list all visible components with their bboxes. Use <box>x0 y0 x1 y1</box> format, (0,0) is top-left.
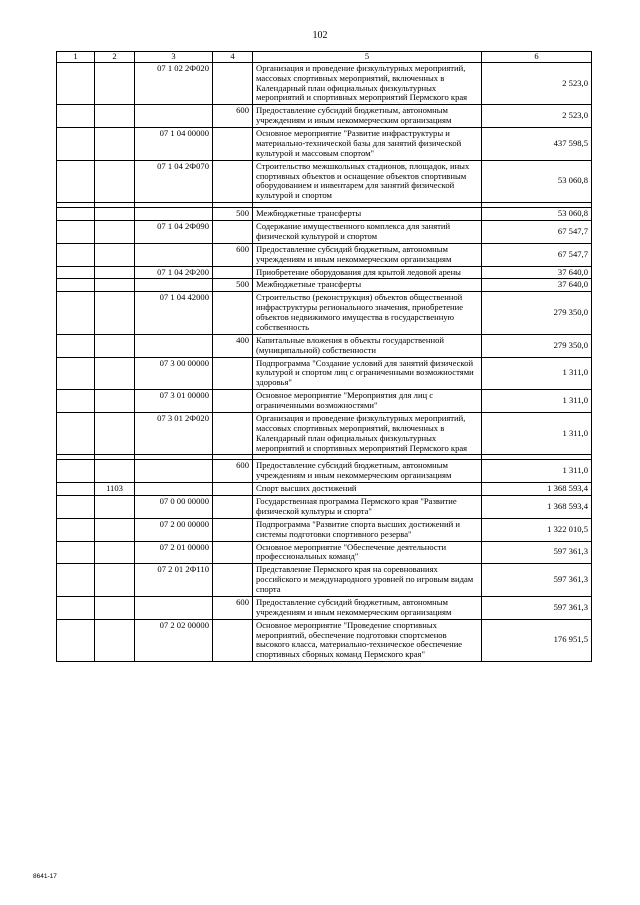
cell-c2 <box>95 292 135 335</box>
cell-c3: 07 1 04 2Ф200 <box>135 266 213 279</box>
cell-c1 <box>57 208 95 221</box>
cell-c3: 07 1 04 00000 <box>135 128 213 161</box>
table-row <box>57 390 592 413</box>
table-row <box>57 496 592 519</box>
cell-c3 <box>135 334 213 357</box>
table-row <box>57 541 592 564</box>
cell-c2 <box>95 619 135 662</box>
cell-c2 <box>95 518 135 541</box>
cell-c1 <box>57 518 95 541</box>
cell-c4 <box>213 292 253 335</box>
cell-c1 <box>57 128 95 161</box>
cell-c6: 1 368 593,4 <box>482 496 592 519</box>
cell-c3: 07 3 01 00000 <box>135 390 213 413</box>
cell-c5: Представление Пермского края на соревнованиях российского и международного уровней по игровым видам спорта <box>253 564 482 597</box>
cell-c5: Основное мероприятие "Развитие инфраструктуры и материально-технической базы для занятий физической культурой и массовым спортом" <box>253 128 482 161</box>
cell-c6: 1 311,0 <box>482 460 592 483</box>
cell-c6: 279 350,0 <box>482 292 592 335</box>
table-row <box>57 279 592 292</box>
cell-c6: 176 951,5 <box>482 619 592 662</box>
table-row <box>57 357 592 390</box>
cell-c6: 597 361,3 <box>482 541 592 564</box>
cell-c1 <box>57 596 95 619</box>
cell-c4: 500 <box>213 208 253 221</box>
cell-c6: 2 523,0 <box>482 62 592 105</box>
cell-c3 <box>135 596 213 619</box>
table-row <box>57 128 592 161</box>
cell-c6: 1 311,0 <box>482 390 592 413</box>
table-row <box>57 619 592 662</box>
cell-c4 <box>213 266 253 279</box>
cell-c6: 53 060,8 <box>482 208 592 221</box>
cell-c4 <box>213 518 253 541</box>
cell-c2 <box>95 412 135 455</box>
cell-c4: 400 <box>213 334 253 357</box>
cell-c3 <box>135 105 213 128</box>
budget-table <box>56 51 592 662</box>
table-row <box>57 412 592 455</box>
header-cell: 3 <box>135 52 213 63</box>
cell-c3: 07 2 01 00000 <box>135 541 213 564</box>
table-row <box>57 266 592 279</box>
cell-c1 <box>57 334 95 357</box>
cell-c2 <box>95 334 135 357</box>
cell-c4 <box>213 412 253 455</box>
cell-c2 <box>95 105 135 128</box>
cell-c1 <box>57 243 95 266</box>
cell-c5: Строительство (реконструкция) объектов общественной инфраструктуры регионального значения, приобретение объектов недвижимого имущества в государственную собственность <box>253 292 482 335</box>
header-cell: 4 <box>213 52 253 63</box>
cell-c1 <box>57 412 95 455</box>
cell-c5: Организация и проведение физкультурных мероприятий, массовых спортивных мероприятий, включенных в Календарный план официальных физкультурных мероприятий и спортивных мероприятий Пермского края <box>253 62 482 105</box>
cell-c2 <box>95 279 135 292</box>
table-row <box>57 292 592 335</box>
cell-c4: 600 <box>213 243 253 266</box>
cell-c5: Спорт высших достижений <box>253 483 482 496</box>
cell-c3 <box>135 483 213 496</box>
table-header-row <box>57 52 592 63</box>
cell-c2 <box>95 128 135 161</box>
cell-c6: 437 598,5 <box>482 128 592 161</box>
cell-c6: 53 060,8 <box>482 160 592 203</box>
header-cell: 6 <box>482 52 592 63</box>
cell-c5: Подпрограмма "Развитие спорта высших достижений и системы подготовки спортивного резерва" <box>253 518 482 541</box>
cell-c4: 500 <box>213 279 253 292</box>
cell-c1 <box>57 292 95 335</box>
cell-c6: 1 322 010,5 <box>482 518 592 541</box>
cell-c4: 600 <box>213 596 253 619</box>
cell-c5: Межбюджетные трансферты <box>253 208 482 221</box>
cell-c5: Государственная программа Пермского края "Развитие физической культуры и спорта" <box>253 496 482 519</box>
cell-c1 <box>57 62 95 105</box>
table-row <box>57 460 592 483</box>
table-row <box>57 564 592 597</box>
cell-c3: 07 0 00 00000 <box>135 496 213 519</box>
cell-c2 <box>95 357 135 390</box>
cell-c6: 1 311,0 <box>482 357 592 390</box>
cell-c6: 67 547,7 <box>482 243 592 266</box>
footer-code: 8641-17 <box>33 873 57 880</box>
cell-c2 <box>95 460 135 483</box>
cell-c5: Предоставление субсидий бюджетным, автономным учреждениям и иным некоммерческим организациям <box>253 243 482 266</box>
cell-c5: Предоставление субсидий бюджетным, автономным учреждениям и иным некоммерческим организациям <box>253 596 482 619</box>
cell-c1 <box>57 266 95 279</box>
cell-c3: 07 1 04 2Ф070 <box>135 160 213 203</box>
cell-c6: 597 361,3 <box>482 564 592 597</box>
cell-c5: Приобретение оборудования для крытой ледовой арены <box>253 266 482 279</box>
cell-c6: 2 523,0 <box>482 105 592 128</box>
cell-c4 <box>213 221 253 244</box>
cell-c3 <box>135 243 213 266</box>
header-cell: 5 <box>253 52 482 63</box>
cell-c3 <box>135 208 213 221</box>
cell-c4 <box>213 357 253 390</box>
table-row <box>57 334 592 357</box>
cell-c4 <box>213 541 253 564</box>
cell-c3: 07 2 00 00000 <box>135 518 213 541</box>
cell-c5: Строительство межшкольных стадионов, площадок, иных спортивных объектов и оснащение объектов спортивным оборудованием и инвентарем для занятий физической культурой и спортом <box>253 160 482 203</box>
cell-c4 <box>213 62 253 105</box>
cell-c3 <box>135 279 213 292</box>
cell-c2 <box>95 266 135 279</box>
cell-c1 <box>57 279 95 292</box>
cell-c2: 1103 <box>95 483 135 496</box>
cell-c6: 279 350,0 <box>482 334 592 357</box>
cell-c1 <box>57 221 95 244</box>
cell-c6: 37 640,0 <box>482 266 592 279</box>
cell-c1 <box>57 496 95 519</box>
cell-c5: Межбюджетные трансферты <box>253 279 482 292</box>
cell-c4: 600 <box>213 105 253 128</box>
page-number: 102 <box>312 30 328 41</box>
cell-c1 <box>57 541 95 564</box>
cell-c2 <box>95 390 135 413</box>
table-row <box>57 243 592 266</box>
cell-c2 <box>95 541 135 564</box>
cell-c2 <box>95 596 135 619</box>
cell-c6: 37 640,0 <box>482 279 592 292</box>
cell-c5: Капитальные вложения в объекты государственной (муниципальной) собственности <box>253 334 482 357</box>
cell-c3: 07 3 01 2Ф020 <box>135 412 213 455</box>
cell-c5: Организация и проведение физкультурных мероприятий, массовых спортивных мероприятий, включенных в Календарный план официальных физкультурных мероприятий и спортивных мероприятий Пермского края <box>253 412 482 455</box>
table-row <box>57 518 592 541</box>
cell-c6: 1 368 593,4 <box>482 483 592 496</box>
cell-c4 <box>213 390 253 413</box>
table-row <box>57 483 592 496</box>
cell-c4 <box>213 619 253 662</box>
cell-c3: 07 2 01 2Ф110 <box>135 564 213 597</box>
table-row <box>57 105 592 128</box>
cell-c4 <box>213 128 253 161</box>
cell-c4: 600 <box>213 460 253 483</box>
cell-c5: Предоставление субсидий бюджетным, автономным учреждениям и иным некоммерческим организациям <box>253 105 482 128</box>
cell-c3: 07 1 04 42000 <box>135 292 213 335</box>
cell-c1 <box>57 160 95 203</box>
cell-c3: 07 3 00 00000 <box>135 357 213 390</box>
table-row <box>57 208 592 221</box>
cell-c1 <box>57 483 95 496</box>
header-cell: 1 <box>57 52 95 63</box>
cell-c2 <box>95 208 135 221</box>
cell-c4 <box>213 160 253 203</box>
cell-c2 <box>95 496 135 519</box>
cell-c5: Подпрограмма "Создание условий для занятий физической культурой и спортом лиц с ограниченными возможностями здоровья" <box>253 357 482 390</box>
cell-c2 <box>95 221 135 244</box>
cell-c1 <box>57 564 95 597</box>
cell-c6: 67 547,7 <box>482 221 592 244</box>
cell-c2 <box>95 243 135 266</box>
cell-c5: Основное мероприятие "Мероприятия для лиц с ограниченными возможностями" <box>253 390 482 413</box>
cell-c3 <box>135 460 213 483</box>
cell-c4 <box>213 564 253 597</box>
cell-c3: 07 2 02 00000 <box>135 619 213 662</box>
cell-c1 <box>57 390 95 413</box>
cell-c5: Содержание имущественного комплекса для занятий физической культурой и спортом <box>253 221 482 244</box>
cell-c5: Предоставление субсидий бюджетным, автономным учреждениям и иным некоммерческим организациям <box>253 460 482 483</box>
table-row <box>57 160 592 203</box>
cell-c2 <box>95 62 135 105</box>
cell-c3: 07 1 04 2Ф090 <box>135 221 213 244</box>
cell-c1 <box>57 105 95 128</box>
cell-c4 <box>213 483 253 496</box>
cell-c4 <box>213 496 253 519</box>
cell-c2 <box>95 160 135 203</box>
table-row <box>57 62 592 105</box>
cell-c6: 1 311,0 <box>482 412 592 455</box>
cell-c3: 07 1 02 2Ф020 <box>135 62 213 105</box>
header-cell: 2 <box>95 52 135 63</box>
cell-c5: Основное мероприятие "Проведение спортивных мероприятий, обеспечение подготовки спортсменов высокого класса, материально-техническое обеспечение спортивных сборных команд Пермского края" <box>253 619 482 662</box>
cell-c2 <box>95 564 135 597</box>
table-row <box>57 221 592 244</box>
table-row <box>57 596 592 619</box>
cell-c1 <box>57 357 95 390</box>
cell-c5: Основное мероприятие "Обеспечение деятельности профессиональных команд" <box>253 541 482 564</box>
cell-c1 <box>57 460 95 483</box>
cell-c1 <box>57 619 95 662</box>
cell-c6: 597 361,3 <box>482 596 592 619</box>
